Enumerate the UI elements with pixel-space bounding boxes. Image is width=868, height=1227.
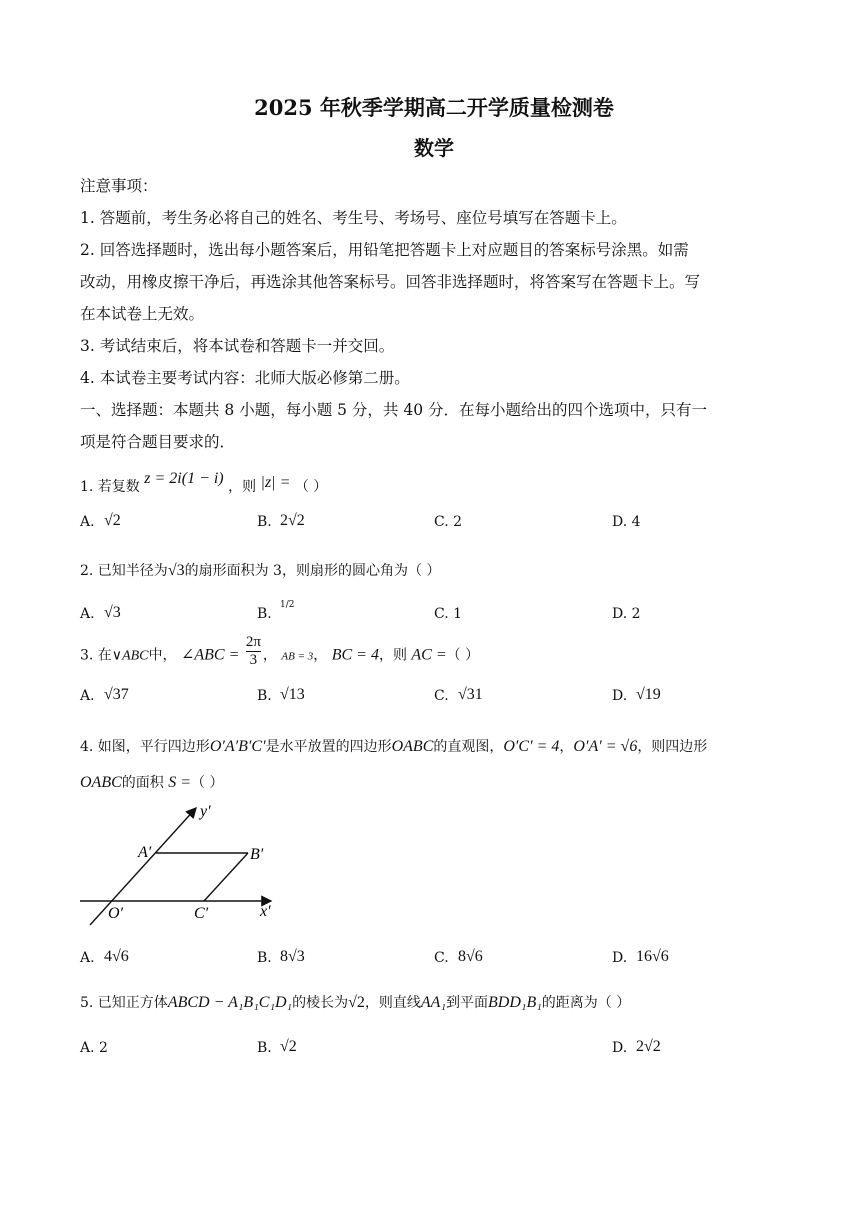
q4-option-b-value: 8√3 <box>280 948 305 965</box>
q2-option-d: D. 2 <box>612 606 641 622</box>
q5-edge: √2 <box>348 994 365 1011</box>
q4-quad-2: OABC <box>80 774 122 791</box>
label-b-prime: B′ <box>250 846 264 863</box>
q3-angle: ∠ABC = <box>180 646 240 664</box>
q2-option-b-label: B. <box>257 606 272 622</box>
q1-option-d: D. 4 <box>612 514 641 530</box>
q2-suffix: 的扇形面积为 3，则扇形的圆心角为（ ） <box>184 563 441 579</box>
q3-option-a-value: √37 <box>104 686 129 703</box>
y-axis-line <box>90 808 196 925</box>
q4-blank: （ ） <box>191 775 224 791</box>
q4-option-a-label: A. <box>80 950 95 966</box>
question-3: 3. 在∨ABC中， ∠ABC = $\frac{2\pi}{3}$ ， AB = 3， BC = 4，则 AC =（ ） <box>80 634 480 668</box>
question-5 <box>80 992 630 1012</box>
q2-option-b-value: 1/2 <box>280 600 295 610</box>
subject-title: 数学 <box>414 136 454 160</box>
question-2 <box>80 560 440 580</box>
q4-prefix: 4. 如图，平行四边形 <box>80 739 210 755</box>
label-x-prime: x′ <box>260 903 271 920</box>
q3-option-b-label: B. <box>257 688 272 704</box>
q5-mid: 的棱长为 <box>292 995 349 1011</box>
q4-option-c-value: 8√6 <box>458 948 483 965</box>
q3-option-c-value: √31 <box>458 686 483 703</box>
question-4-line-2 <box>80 772 223 792</box>
q3-denominator: 3 <box>246 651 261 669</box>
q1-option-b-value: 2√2 <box>280 512 305 529</box>
q3-bc: BC = 4 <box>331 646 379 664</box>
label-a-prime: A′ <box>138 844 152 861</box>
q1-option-c: C. 2 <box>434 514 463 530</box>
section-heading-line-2: 项是符合题目要求的． <box>80 433 236 451</box>
page-title: 2025 年秋季学期高二开学质量检测卷 <box>254 95 614 120</box>
q4-option-c-label: C. <box>434 950 449 966</box>
q2-radius: √3 <box>167 562 185 579</box>
q5-option-d-value: 2√2 <box>636 1038 661 1055</box>
label-y-prime: y′ <box>200 803 211 820</box>
notes-item-3: 3. 考试结束后，将本试卷和答题卡一并交回。 <box>80 337 395 355</box>
q5-prefix: 5. 已知正方体 <box>80 995 168 1011</box>
q3-numerator: 2π <box>245 634 261 650</box>
q1-mid: ，则 <box>228 479 257 495</box>
q5-option-a: A. 2 <box>80 1040 108 1056</box>
q3-ac: AC = <box>411 646 447 664</box>
q4-option-d-value: 16√6 <box>636 948 669 965</box>
q1-prefix: 1. 若复数 <box>80 479 140 495</box>
notes-item-2-line-3: 在本试卷上无效。 <box>80 305 205 323</box>
notes-item-2-line-2: 改动，用橡皮擦干净后，再选涂其他答案标号。回答非选择题时，将答案写在答题卡上。写 <box>80 273 701 291</box>
q3-fraction <box>246 634 261 669</box>
q4-oa: O′A′ = √6 <box>573 738 638 755</box>
q4-area-text: 的面积 <box>121 775 164 791</box>
q3-blank: （ ） <box>446 647 480 664</box>
q3-option-c-label: C. <box>434 688 449 704</box>
q1-formula: z = 2i(1 − i) <box>144 470 224 487</box>
q1-blank: （ ） <box>294 479 328 495</box>
q4-figure <box>76 800 286 930</box>
q2-prefix: 2. 已知半径为 <box>80 563 168 579</box>
q4-option-a-value: 4√6 <box>104 948 129 965</box>
q4-s: S = <box>168 774 192 791</box>
q3-option-b-value: √13 <box>280 686 305 703</box>
q1-option-a-value: √2 <box>104 512 121 529</box>
q2-option-c: C. 1 <box>434 606 463 622</box>
q4-mid: 是水平放置的四边形 <box>265 739 392 755</box>
question-1 <box>80 470 328 496</box>
q5-mid-2: ，则直线 <box>364 995 421 1011</box>
notes-heading: 注意事项： <box>80 177 158 195</box>
q3-option-d-label: D. <box>612 688 628 704</box>
q4-oc: O′C′ = 4 <box>503 738 560 755</box>
q2-option-a-label: A. <box>80 606 95 622</box>
q5-end: 的距离为（ ） <box>541 995 631 1011</box>
notes-item-2-line-1: 2. 回答选择题时，选出每小题答案后，用铅笔把答题卡上对应题目的答案标号涂黑。如需 <box>80 241 689 259</box>
notes-item-4: 4. 本试卷主要考试内容：北师大版必修第二册。 <box>80 369 410 387</box>
q3-triangle: ABC <box>122 648 149 664</box>
q4-end: ，则四边形 <box>637 739 708 755</box>
section-heading-line-1: 一、选择题：本题共 8 小题，每小题 5 分，共 40 分．在每小题给出的四个选项中，只有一 <box>80 401 708 419</box>
q1-option-b-label: B. <box>257 514 272 530</box>
q5-plane: BDD₁B₁ <box>488 994 542 1011</box>
q3-mid: 中， <box>148 647 177 664</box>
q4-option-b-label: B. <box>257 950 272 966</box>
edge-bc <box>204 853 248 901</box>
q1-option-a-label: A. <box>80 514 95 530</box>
q5-option-b-label: B. <box>257 1040 272 1056</box>
q1-formula-2: |z| = <box>260 474 291 491</box>
q2-option-a-value: √3 <box>104 604 121 621</box>
question-4-line-1: 4. 如图，平行四边形O′A′B′C′是水平放置的四边形OABC的直观图，O′C′ = 4，O′A′ = √6，则四边形 <box>80 738 708 755</box>
q5-mid-3: 到平面 <box>446 995 489 1011</box>
q4-option-d-label: D. <box>612 950 628 966</box>
q4-mid-2: 的直观图， <box>433 739 504 755</box>
q3-option-a-label: A. <box>80 688 95 704</box>
label-o-prime: O′ <box>108 905 124 922</box>
q3-option-d-value: √19 <box>636 686 661 703</box>
q5-option-b-value: √2 <box>280 1038 297 1055</box>
q4-parallelogram: O′A′B′C′ <box>209 738 266 755</box>
q3-prefix: 3. 在∨ <box>80 647 123 664</box>
q5-option-d-label: D. <box>612 1040 628 1056</box>
q4-quad: OABC <box>391 738 434 755</box>
q3-ask: ，则 <box>378 647 407 664</box>
q3-ab: AB = 3 <box>281 650 314 663</box>
q5-cube: ABCD − A₁B₁C₁D₁ <box>167 994 293 1011</box>
q5-line: AA₁ <box>420 994 447 1011</box>
notes-item-1: 1. 答题前，考生务必将自己的姓名、考生号、考场号、座位号填写在答题卡上。 <box>80 209 627 227</box>
label-c-prime: C′ <box>194 905 209 922</box>
